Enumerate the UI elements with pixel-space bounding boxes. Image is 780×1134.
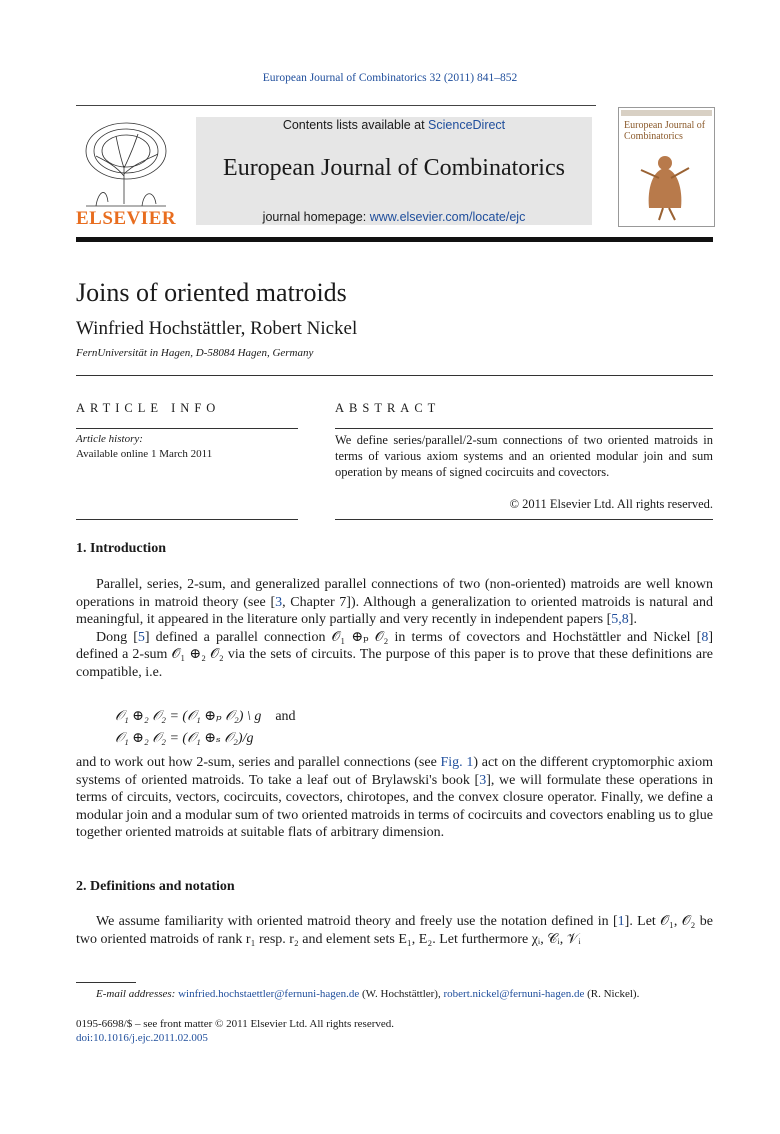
publisher-wordmark[interactable]: ELSEVIER — [76, 208, 177, 229]
homepage-link[interactable]: www.elsevier.com/locate/ejc — [369, 210, 526, 224]
email-footnote: E-mail addresses: winfried.hochstaettler@fernuni-hagen.de (W. Hochstättler), robert.nickel@fernuni-hagen.de (R. Nickel). — [96, 988, 640, 1000]
email-link-hochstaettler[interactable]: winfried.hochstaettler@fernuni-hagen.de — [178, 988, 360, 1000]
reference-link[interactable]: 8 — [701, 629, 709, 645]
affiliation: FernUniversität in Hagen, D-58084 Hagen, Germany — [76, 347, 314, 359]
abstract-text: We define series/parallel/2-sum connections of two oriented matroids in terms of various axiom systems and an oriented modular join and sum operation by means of signed cocircuits and covectors. — [335, 433, 713, 479]
contents-line — [196, 118, 592, 132]
email-label: E-mail addresses: — [96, 988, 176, 1000]
authors: Winfried Hochstättler, Robert Nickel — [76, 318, 358, 339]
section-heading-definitions: 2. Definitions and notation — [76, 879, 235, 894]
header-top-rule — [76, 105, 596, 106]
history-label: Article history: — [76, 433, 143, 445]
reference-link[interactable]: 1 — [617, 914, 625, 929]
citation-link[interactable]: European Journal of Combinatorics 32 (2011) 841–852 — [262, 72, 518, 84]
contents-prefix: Contents lists available at — [282, 118, 429, 132]
reference-link[interactable]: 3 — [479, 772, 487, 788]
reference-link[interactable]: 5,8 — [611, 612, 629, 627]
paragraph: Dong [5] defined a parallel connection 𝒪₁ ⊕ₚ 𝒪₂ in terms of covectors and Hochstättler and Nickel [8] defined a 2-sum 𝒪₁ ⊕₂ 𝒪₂ via the sets of circuits. The purpose of this paper is to prove that these definitions are compatible, i.e. — [76, 629, 713, 680]
paragraph: Parallel, series, 2-sum, and generalized parallel connections of two (non-oriented) matroids are well known operations in matroid theory (see [3, Chapter 7]). Although a generalization to oriented matroids is natural and meaningful, it appeared in the literature only partially and very recently in independent papers [5,8]. — [76, 577, 713, 627]
homepage-prefix: journal homepage: — [262, 210, 370, 224]
paragraph: We assume familiarity with oriented matroid theory and freely use the notation defined in [1]. Let 𝒪₁, 𝒪₂ be two oriented matroids of rank r₁ resp. r₂ and element sets E₁, E₂. Let furthermore χᵢ, 𝒞ᵢ, 𝒱ᵢ — [76, 914, 713, 947]
definitions-body — [76, 913, 713, 948]
reference-link[interactable]: 3 — [275, 594, 283, 610]
article-info-rule — [76, 428, 298, 429]
section-heading-introduction: 1. Introduction — [76, 541, 166, 556]
email-link-nickel[interactable]: robert.nickel@fernuni-hagen.de — [443, 988, 585, 1000]
article-info-rule-bottom — [76, 519, 298, 520]
footnote-rule — [76, 982, 136, 983]
paper-title: Joins of oriented matroids — [76, 278, 347, 307]
abstract-rule-bottom — [335, 519, 713, 520]
introduction-body-continued — [76, 754, 713, 842]
article-info-heading: ARTICLE INFO — [76, 401, 221, 415]
abstract-heading: ABSTRACT — [335, 401, 441, 415]
journal-citation[interactable] — [0, 72, 780, 84]
copyright: © 2011 Elsevier Ltd. All rights reserved. — [509, 497, 713, 511]
equation-2: 𝒪₁ ⊕₂ 𝒪₂ = (𝒪₁ ⊕ₛ 𝒪₂)/g — [115, 731, 254, 746]
homepage-line — [196, 210, 592, 224]
figure-link[interactable]: Fig. 1 — [440, 755, 474, 770]
history-value: Available online 1 March 2011 — [76, 448, 213, 460]
doi-link[interactable]: doi:10.1016/j.ejc.2011.02.005 — [76, 1032, 208, 1044]
paragraph: and to work out how 2-sum, series and parallel connections (see Fig. 1) act on the different cryptomorphic axiom systems of oriented matroids. To take a leaf out of Brylawski's book [3], we will formulate these operations in terms of circuits, vectors, cocircuits, covectors, chirotopes, and the convex closure operator. Finally, we define a modular join and a modular sum of two oriented matroids in terms of cocircuits and covectors enabling us to glue together oriented matroids at suitable flats of arbitrary dimension. — [76, 755, 713, 840]
title-block-rule — [76, 375, 713, 376]
header-bottom-rule — [76, 237, 713, 242]
cover-title: European Journal of Combinatorics — [624, 120, 706, 142]
equation-block — [115, 706, 296, 750]
abstract-rule — [335, 428, 713, 429]
journal-title: European Journal of Combinatorics — [223, 155, 565, 181]
sciencedirect-link[interactable]: ScienceDirect — [428, 118, 506, 132]
reference-link[interactable]: 5 — [137, 629, 145, 645]
front-matter-line: 0195-6698/$ – see front matter © 2011 Elsevier Ltd. All rights reserved. — [76, 1018, 395, 1030]
equation-1: 𝒪₁ ⊕₂ 𝒪₂ = (𝒪₁ ⊕ₚ 𝒪₂) \ g and — [115, 709, 296, 724]
introduction-body — [76, 576, 713, 681]
